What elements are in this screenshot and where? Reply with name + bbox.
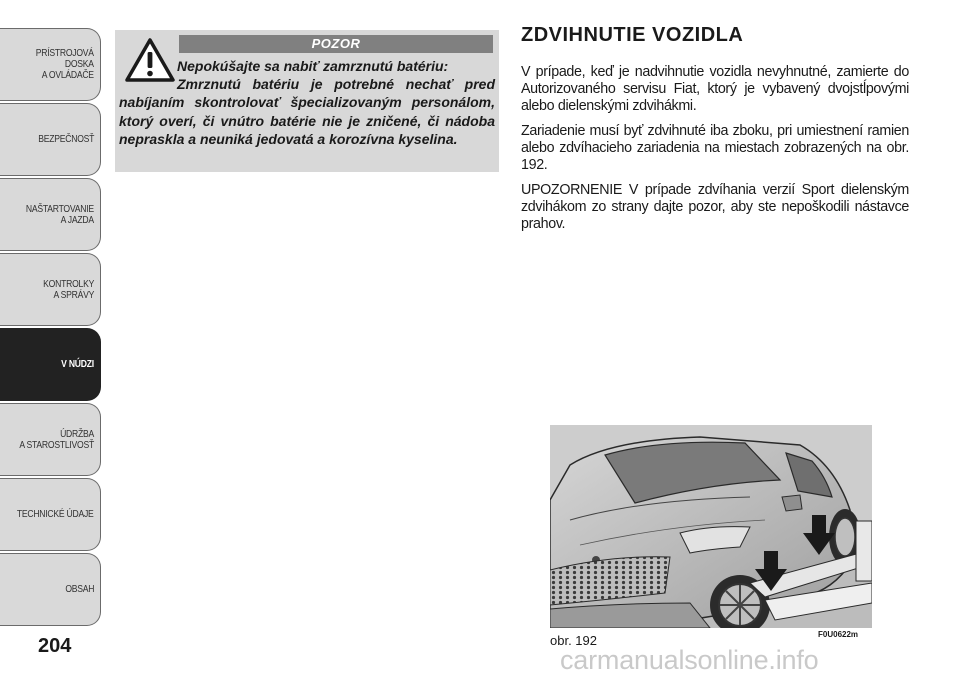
tab-obsah[interactable] — [0, 553, 101, 626]
watermark: carmanualsonline.info — [560, 645, 819, 675]
tab-label: TECHNICKÉ ÚDAJE — [17, 508, 94, 520]
warning-line-1: Nepokúšajte sa nabiť zamrznutú batériu: — [177, 58, 449, 74]
chapter-tabs — [0, 28, 101, 628]
paragraph-3: UPOZORNENIE V prípade zdvíhania verzií Sport dielenským zdvihákom zo strany dajte pozor, aby ste nepoškodili nástavce prahov. — [521, 182, 909, 232]
tab-label: NAŠTARTOVANIE A JAZDA — [26, 202, 94, 226]
tab-label: BEZPEČNOSŤ — [38, 133, 94, 145]
warning-heading: POZOR — [179, 35, 493, 53]
warning-text — [119, 57, 495, 148]
tab-pristrojova-doska[interactable] — [0, 28, 101, 101]
tab-label: ÚDRŽBA A STAROSTLIVOSŤ — [19, 427, 95, 451]
page-number: 204 — [38, 635, 72, 657]
tab-bezpecnost[interactable] — [0, 103, 101, 176]
tab-label: PRÍSTROJOVÁ DOSKA A OVLÁDAČE — [35, 47, 94, 81]
tab-v-nudzi[interactable] — [0, 328, 101, 401]
car-lifting-figure — [550, 425, 872, 628]
paragraph-1: V prípade, keď je nadvihnutie vozidla nevyhnutné, zamierte do Autorizovaného servisu Fiat, ktorý je vybavený dvojstĺpovými alebo dielenskými zdvihákmi. — [521, 64, 909, 114]
figure-caption: obr. 192 — [550, 633, 597, 648]
down-arrow-icon — [755, 551, 787, 591]
warning-rest: Zmrznutú batériu je potrebné nechať pred nabíjaním skontrolovať špecializovaným personálom, ktorý overí, či vnútro batérie nie je zničené, či nádoba nepraskla a neuniká jedovatá a korozívna kyselina. — [119, 76, 495, 147]
down-arrow-icon — [803, 515, 835, 555]
paragraph-2: Zariadenie musí byť zdvihnuté iba zboku, pri umiestnení ramien alebo zdvíhacieho zariadenia na miestach zobrazených na obr. 192. — [521, 123, 909, 173]
tab-label: OBSAH — [65, 583, 94, 595]
tab-label: KONTROLKY A SPRÁVY — [43, 277, 94, 301]
figure-code: F0U0622m — [818, 630, 859, 639]
warning-box — [115, 30, 499, 172]
tab-label: V NÚDZI — [61, 358, 94, 370]
section-body — [521, 64, 909, 241]
tab-technicke-udaje[interactable] — [0, 478, 101, 551]
section-title: ZDVIHNUTIE VOZIDLA — [521, 24, 744, 46]
tab-nastartovanie[interactable] — [0, 178, 101, 251]
tab-kontrolky[interactable] — [0, 253, 101, 326]
tab-udrzba[interactable] — [0, 403, 101, 476]
